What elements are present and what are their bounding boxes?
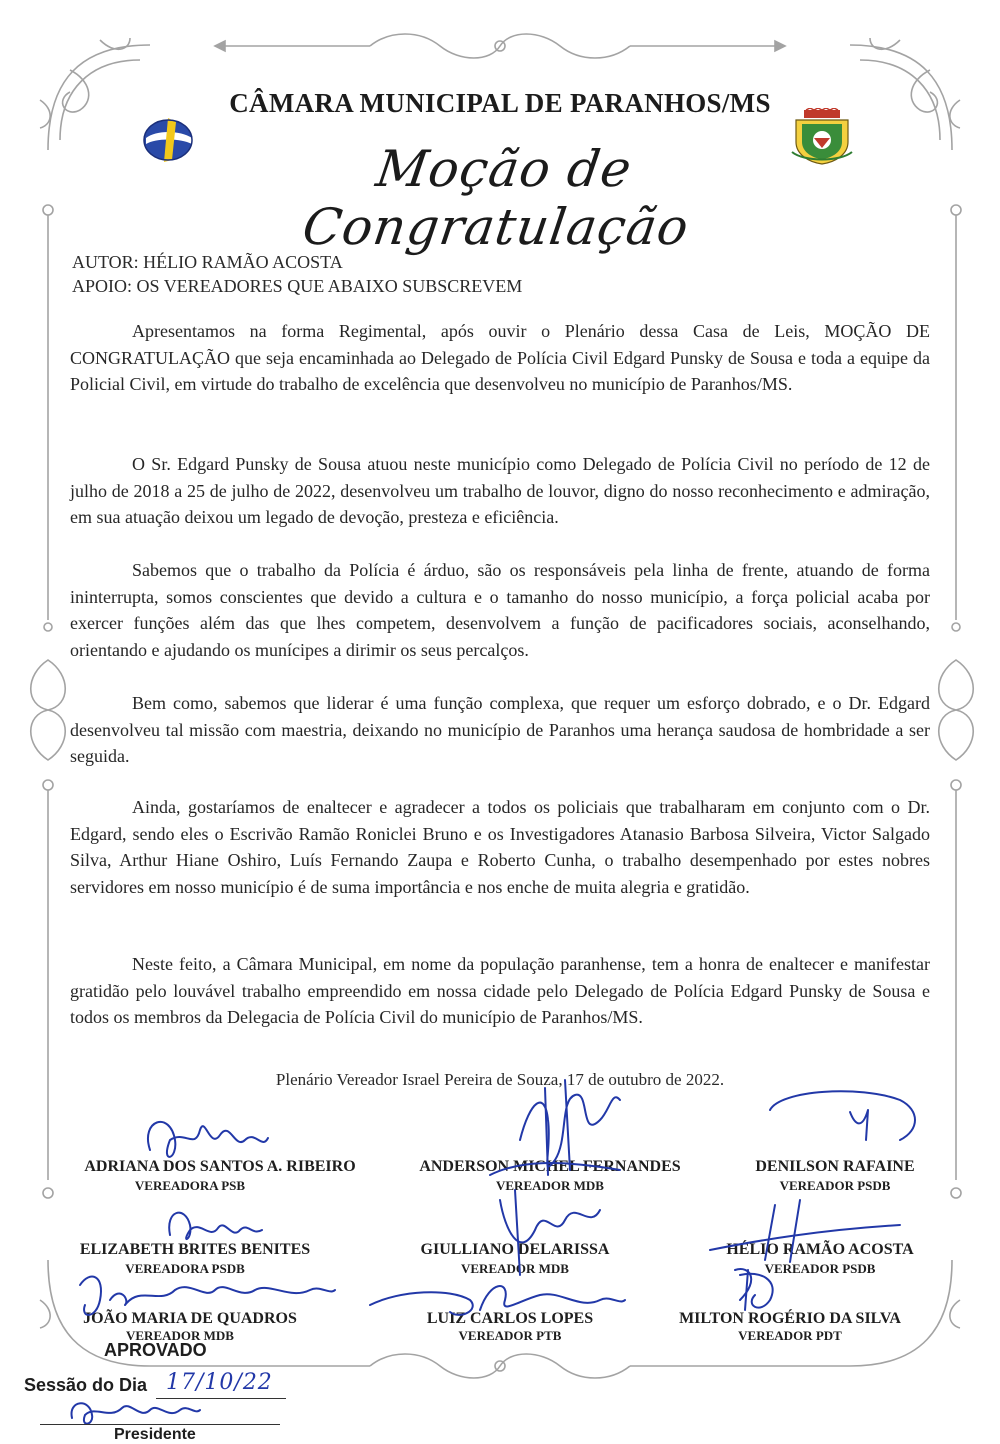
session-date-value: 17/10/22: [166, 1370, 273, 1395]
document-title: Moção de Congratulação: [299, 140, 693, 256]
paragraph-2: O Sr. Edgard Punsky de Sousa atuou neste município como Delegado de Polícia Civil no período de 12 de julho de 2018 a 25 de julho de 2022, desenvolveu um trabalho de louvor, digno do nosso reconhecimento e admiração, em sua atuação deixou um legado de devoção, presteza e eficiência.: [70, 454, 930, 527]
signatory-name: JOÃO MARIA DE QUADROS: [83, 1310, 297, 1327]
signature-scribble: [520, 1095, 620, 1167]
signature-scribble: [169, 1213, 262, 1239]
support-line: APOIO: OS VEREADORES QUE ABAIXO SUBSCREVEM: [72, 276, 523, 296]
author-line: AUTOR: HÉLIO RAMÃO ACOSTA: [72, 252, 343, 272]
signature-scribble: [770, 1091, 915, 1140]
signatory-role: VEREADOR MDB: [496, 1178, 604, 1193]
signatory-role: VEREADORA PSB: [134, 1178, 246, 1193]
paragraph-3: Sabemos que o trabalho da Polícia é árduo, são os responsáveis pela linha de frente, atuando de forma ininterrupta, somos conscientes que devido a cultura e o tamanho do nosso município, a força policial acaba por exercer funções além das que lhes competem, desenvolvem a função de pacificadores sociais, aconselhando, orientando e ajudando os munícipes a dirimir os seus percalços.: [70, 560, 930, 660]
signatory-role: VEREADOR PTB: [458, 1328, 562, 1343]
signatory-name: MILTON ROGÉRIO DA SILVA: [679, 1310, 901, 1327]
signatory-name: ELIZABETH BRITES BENITES: [79, 1241, 311, 1258]
signature-scribble: [500, 1200, 600, 1242]
signature-scribble: [740, 1274, 773, 1308]
signature-scribble: [110, 1287, 335, 1305]
signatory-name: ANDERSON MICHEL FERNANDES: [419, 1158, 681, 1175]
signatory-role: VEREADORA PSDB: [125, 1261, 245, 1276]
paragraph-5: Ainda, gostaríamos de enaltecer e agradecer a todos os policiais que trabalharam em conjunto com o Dr. Edgard, sendo eles o Escrivão Ramão Roniclei Bruno e os Investigadores Atanasio Barbosa Silveira, Victor Salgado Silva, Arthur Hiane Oshiro, Luís Fernando Zaupa e Roberto Cunha, o trabalho desempenhado por estes nobres servidores em nosso município é de suma importância e nos enche de muita alegria e gratidão.: [70, 797, 930, 897]
signature-scribble: [850, 1110, 868, 1140]
session-date-underline: [156, 1398, 286, 1399]
signatory-name: HÉLIO RAMÃO ACOSTA: [726, 1241, 914, 1258]
place-and-date: Plenário Vereador Israel Pereira de Souza, 17 de outubro de 2022.: [275, 1070, 725, 1089]
signatory-name: LUIZ CARLOS LOPES: [426, 1310, 594, 1327]
signatory-name: ADRIANA DOS SANTOS A. RIBEIRO: [84, 1158, 356, 1175]
camara-emblem-icon: [138, 108, 202, 172]
signature-scribble: [148, 1122, 268, 1157]
signatory-role: VEREADOR PDT: [738, 1328, 842, 1343]
signature-scribble: [72, 1403, 200, 1423]
paragraph-6: Neste feito, a Câmara Municipal, em nome da população paranhense, tem a honra de enaltecer e manifestar gratidão pelo louvável trabalho empreendido em nossa cidade pelo Delegado de Polícia Edgard Punsky de Sousa e todos os membros da Delegacia de Polícia Civil do município de Paranhos/MS.: [70, 954, 930, 1027]
signatory-role: VEREADOR MDB: [461, 1261, 569, 1276]
session-date-label: Sessão do Dia: [24, 1375, 148, 1395]
signatory-role: VEREADOR PSDB: [779, 1178, 891, 1193]
signatory-name: DENILSON RAFAINE: [755, 1158, 915, 1175]
institution-name: CÂMARA MUNICIPAL DE PARANHOS/MS: [229, 88, 771, 118]
paragraph-4: Bem como, sabemos que liderar é uma função complexa, que requer um esforço dobrado, e o Dr. Edgard desenvolveu tal missão com maestria, deixando no município de Paranhos uma herança saudosa de hombridade a ser seguida.: [70, 693, 930, 766]
signatory-role: VEREADOR MDB: [126, 1328, 234, 1343]
paragraph-1: Apresentamos na forma Regimental, após ouvir o Plenário dessa Casa de Leis, MOÇÃO DE CONGRATULAÇÃO que seja encaminhada ao Delegado de Polícia Civil Edgard Punsky de Sousa e toda a equipe da Policial Civil, em virtude do trabalho de excelência que desenvolveu no município de Paranhos/MS.: [70, 321, 930, 394]
president-signature-line: [40, 1424, 280, 1425]
approved-stamp: APROVADO: [104, 1340, 207, 1360]
signature-scribble: [480, 1286, 625, 1310]
signature-scribble: [565, 1080, 570, 1170]
signatory-role: VEREADOR PSDB: [764, 1261, 876, 1276]
signatory-name: GIULLIANO DELARISSA: [420, 1241, 610, 1258]
president-label: Presidente: [114, 1426, 196, 1443]
